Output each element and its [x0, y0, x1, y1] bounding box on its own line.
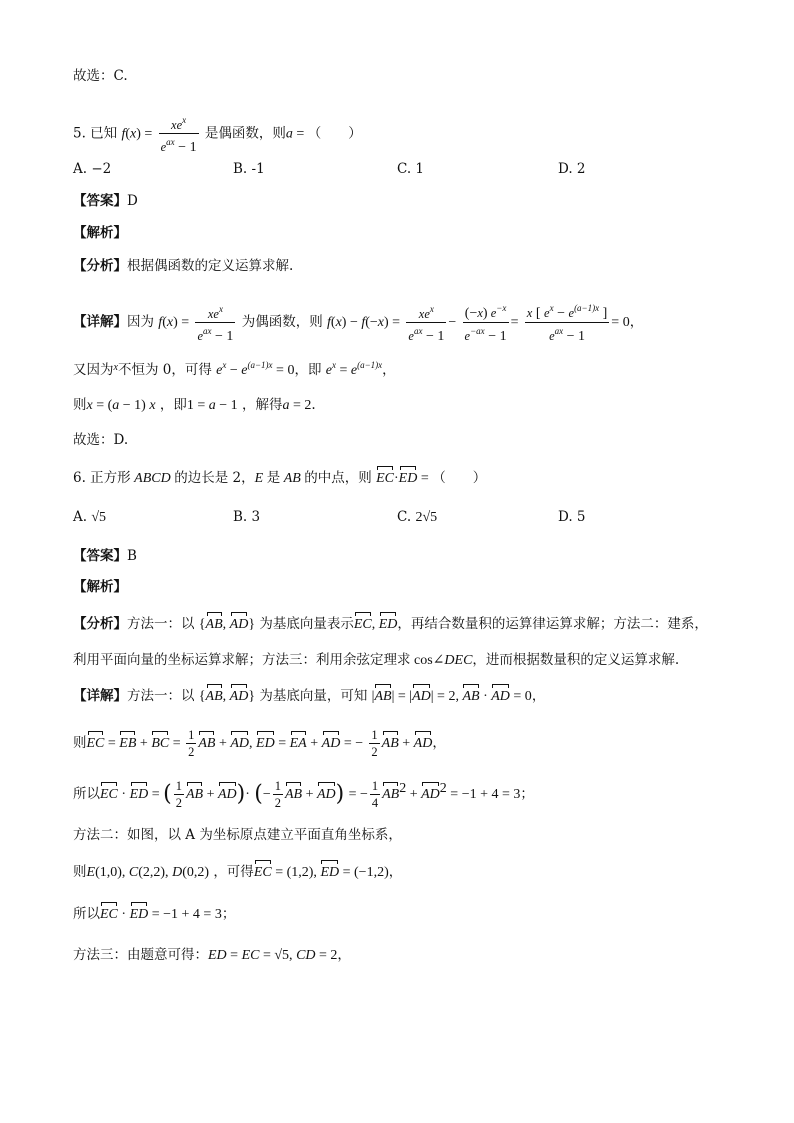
analysis-6-summary-2: 利用平面向量的坐标运算求解；方法三：利用余弦定理求 cos∠DEC，进而根据数量积的定义运算求解. — [73, 652, 680, 668]
method-2-heading: 方法二：如图，以 A 为坐标原点建立平面直角坐标系， — [73, 827, 402, 843]
q5-option-b: B. -1 — [233, 161, 265, 177]
answer-6: 【答案】B — [73, 548, 137, 564]
q6-option-b: B. 3 — [233, 509, 261, 525]
detail-5-line-3: 则x = (a − 1) x ，即1 = a − 1 ，解得a = 2. — [73, 397, 316, 413]
q6-option-d: D. 5 — [558, 509, 586, 525]
question-5: 5. 已知 f(x) = $\frac{xe^x}{e^{ax} - 1}$ 是偶函数，则a = （ ） — [73, 115, 362, 155]
method-2-line-2: 则E(1,0), C(2,2), D(0,2) ，可得EC = (1,2), ED = (−1,2)， — [73, 862, 402, 883]
detail-6-line-2: 则EC = EB + BC = $\frac{1}{2}$ AB + AD, ED = EA + AD = − $\frac{1}{2}$ AB + AD， — [73, 728, 446, 759]
method-3-line-1: 方法三：由题意可得：ED = EC = √5, CD = 2， — [73, 947, 351, 963]
method-2-line-3: 所以EC · ED = −1 + 4 = 3； — [73, 904, 235, 925]
conclusion-line: 故选：C. — [73, 68, 128, 84]
q5-option-d: D. 2 — [558, 161, 586, 177]
analysis-6-heading: 【解析】 — [73, 579, 127, 595]
q5-option-c: C. 1 — [397, 161, 425, 177]
q5-option-a: A. −2 — [73, 161, 112, 177]
answer-5: 【答案】D — [73, 193, 138, 209]
analysis-5-heading: 【解析】 — [73, 225, 127, 241]
conclusion-5: 故选：D. — [73, 432, 129, 448]
q6-option-c: C. 2√5 — [397, 509, 438, 525]
detail-6: 【详解】方法一：以 {AB, AD} 为基底向量，可知 |AB| = |AD| = 2, AB · AD = 0， — [73, 686, 545, 707]
detail-6-line-3: 所以EC · ED = ( $\frac{1}{2}$ AB + AD)· (− $\frac{1}{2}$ AB + AD) = − $\frac{1}{4}$ $AB^2 + AD^2 = -1 + 4 = 3$； — [73, 779, 534, 810]
q6-option-a: A. √5 — [73, 509, 107, 525]
detail-5: 【详解】因为 f(x) = $\frac{xe^x}{e^{ax} - 1}$ 为偶函数，则 f(x) − f(−x) = $\frac{xe^x}{e^{ax} - 1}$ − $\frac{(-x) e^{-x}}{e^{-ax} - 1}$ = $\frac{x [ e^x - e^{(a-1)x} ]}{e^{ax} - 1}$ = 0， — [73, 303, 644, 344]
analysis-5-summary: 【分析】根据偶函数的定义运算求解. — [73, 258, 294, 274]
analysis-6-summary: 【分析】方法一：以 {AB, AD} 为基底向量表示EC, ED，再结合数量积的运算律运算求解；方法二：建系， — [73, 614, 708, 635]
detail-5-line-2: 又因为$^x$不恒为 0，可得 $e^x - e^{(a-1)x} = 0$，即 $e^x = e^{(a-1)x}$， — [73, 360, 396, 378]
question-6: 6. 正方形 ABCD 的边长是 2，E 是 AB 的中点，则 EC·ED = （ ） — [73, 468, 486, 489]
